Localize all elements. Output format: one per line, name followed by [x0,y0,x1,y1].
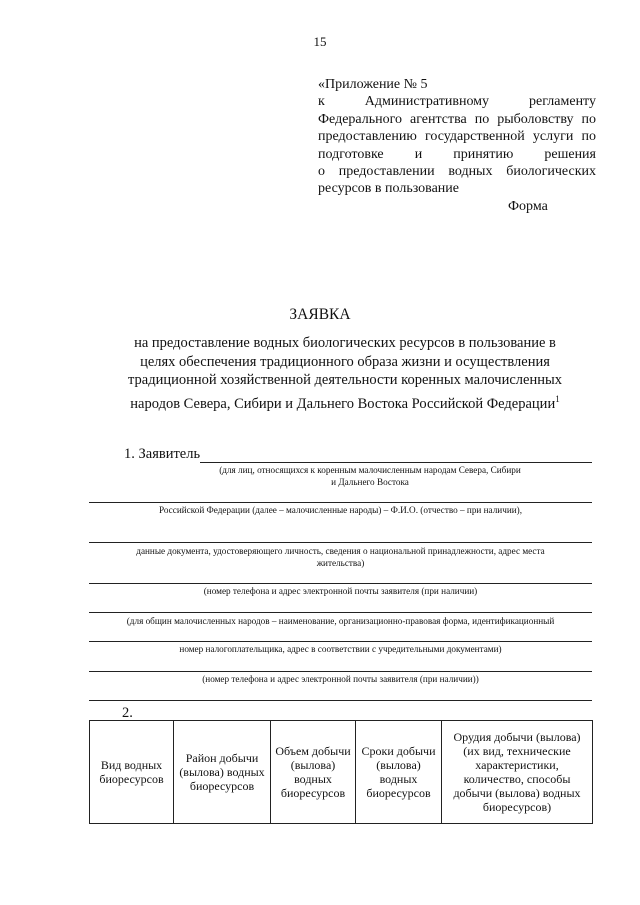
page-number: 15 [313,34,327,49]
field-note: и Дальнего Востока [331,477,409,487]
applicant-field-line[interactable] [89,700,592,701]
footnote-mark: 1 [555,393,560,404]
table-header-cell: Орудия добычи (вылова) (их вид, технические характеристики, количество, способы добычи (вылова) водных биоресурсов) [442,721,593,824]
applicant-field-line[interactable] [200,462,592,463]
table-header-cell: Вид водных биоресурсов [90,721,174,824]
field-note: жительства) [316,558,365,568]
field-note: (для лиц, относящихся к коренным малочисленным народам Севера, Сибири [219,465,521,475]
applicant-field-line[interactable] [89,502,592,503]
form-label: Форма [508,199,548,214]
table-header-row [90,721,593,824]
applicant-field-line[interactable] [89,583,592,584]
subtitle-line: на предоставление водных биологических ресурсов в пользование в [134,335,556,351]
table-header-cell: Объем добычи (вылова) водных биоресурсов [271,721,356,824]
appendix-line: подготовке и принятию решения [318,146,596,162]
applicant-field-line[interactable] [89,612,592,613]
appendix-line: «Приложение № 5 [318,77,428,92]
field-note: (для общин малочисленных народов – наименование, организационно-правовая форма, идентификационный [126,616,555,626]
field-note: данные документа, удостоверяющего личность, сведения о национальной принадлежности, адрес места [136,546,545,556]
appendix-line: предоставлению государственной услуги по [318,129,596,145]
appendix-line: к Административному регламенту [318,94,596,110]
subtitle-line [110,390,580,414]
subtitle-line-text: народов Севера, Сибири и Дальнего Востока Российской Федерации [130,395,556,412]
appendix-header [318,76,596,198]
appendix-line: о предоставлении водных биологических [318,164,596,180]
appendix-line: Федерального агентства по рыболовству по [318,111,596,127]
document-title: ЗАЯВКА [289,306,351,323]
table-header-cell: Сроки добычи (вылова) водных биоресурсов [356,721,442,824]
field-note: Российской Федерации (далее – малочисленные народы) – Ф.И.О. (отчество – при наличии), [158,505,523,515]
subtitle-line: целях обеспечения традиционного образа жизни и осуществления [140,353,550,370]
section2-label: 2. [122,705,133,721]
section1-label: 1. Заявитель [124,446,201,462]
applicant-field-line[interactable] [89,641,592,642]
resources-table [89,720,593,824]
document-subtitle [110,334,580,413]
field-note: (номер телефона и адрес электронной почты заявителя (при наличии) [203,586,478,596]
field-note: номер налогоплательщика, адрес в соответствии с учредительными документами) [179,644,502,654]
table-header-cell: Район добычи (вылова) водных биоресурсов [174,721,271,824]
applicant-field-line[interactable] [89,542,592,543]
field-note: (номер телефона и адрес электронной почты заявителя (при наличии)) [202,674,479,684]
subtitle-line: традиционной хозяйственной деятельности коренных малочисленных [128,372,562,388]
applicant-field-line[interactable] [89,671,592,672]
appendix-line: ресурсов в пользование [318,181,459,197]
